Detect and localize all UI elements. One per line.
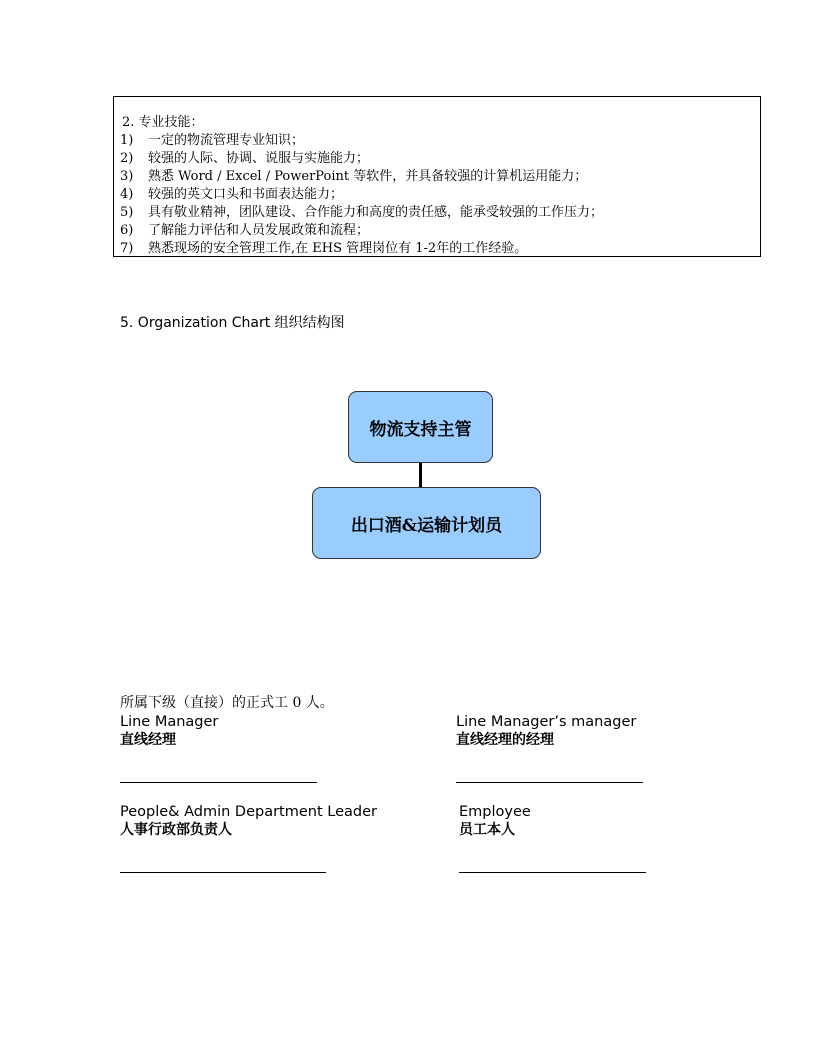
skill-text: 熟悉现场的安全管理工作,在 EHS 管理岗位有 1-2年的工作经验。 — [148, 241, 528, 256]
skill-number: 2) — [120, 151, 134, 166]
hr-leader-label: People& Admin Department Leader — [120, 804, 377, 820]
hr-leader-signature-line — [120, 872, 326, 873]
org-connector-line — [419, 463, 422, 487]
org-node-planner — [312, 487, 541, 559]
hr-leader-label-cn: 人事行政部负责人 — [120, 822, 232, 838]
skill-number: 1) — [120, 133, 134, 148]
skill-item — [120, 150, 369, 168]
subordinates-count-text: 所属下级（直接）的正式工 0 人。 — [120, 695, 334, 711]
skill-text: 了解能力评估和人员发展政策和流程； — [148, 223, 370, 238]
employee-signature-line — [459, 872, 646, 873]
skill-number: 5) — [120, 205, 134, 220]
managers-manager-label: Line Manager’s manager — [456, 714, 637, 730]
line-manager-label-cn: 直线经理 — [120, 732, 176, 748]
skill-item — [120, 168, 587, 186]
skill-item — [120, 222, 369, 240]
skill-number: 3) — [120, 169, 134, 184]
skill-number: 4) — [120, 187, 134, 202]
managers-manager-label-cn: 直线经理的经理 — [456, 732, 554, 748]
skill-item — [120, 132, 304, 150]
skills-heading: 2. 专业技能： — [122, 115, 204, 130]
skill-text: 具有敬业精神，团队建设、合作能力和高度的责任感，能承受较强的工作压力； — [148, 205, 604, 220]
skill-number: 6) — [120, 223, 134, 238]
skill-item — [120, 240, 527, 258]
managers-manager-signature-line — [456, 782, 643, 783]
skill-item — [120, 204, 603, 222]
skill-item — [120, 186, 343, 204]
org-node-label: 物流支持主管 — [369, 419, 472, 440]
skill-text: 较强的英文口头和书面表达能力； — [148, 187, 344, 202]
employee-label: Employee — [459, 804, 531, 820]
org-chart-title: 5. Organization Chart 组织结构图 — [120, 315, 345, 331]
org-node-label: 出口酒&运输计划员 — [350, 515, 503, 536]
skill-text: 熟悉 Word / Excel / PowerPoint 等软件，并具备较强的计算机运用能力； — [148, 169, 588, 184]
skills-box — [113, 96, 761, 257]
skill-text: 一定的物流管理专业知识； — [148, 133, 305, 148]
line-manager-label: Line Manager — [120, 714, 219, 730]
line-manager-signature-line — [120, 782, 317, 783]
employee-label-cn: 员工本人 — [459, 822, 515, 838]
skill-text: 较强的人际、协调、说服与实施能力； — [148, 151, 370, 166]
skill-number: 7) — [120, 241, 134, 256]
org-node-supervisor — [348, 391, 493, 463]
